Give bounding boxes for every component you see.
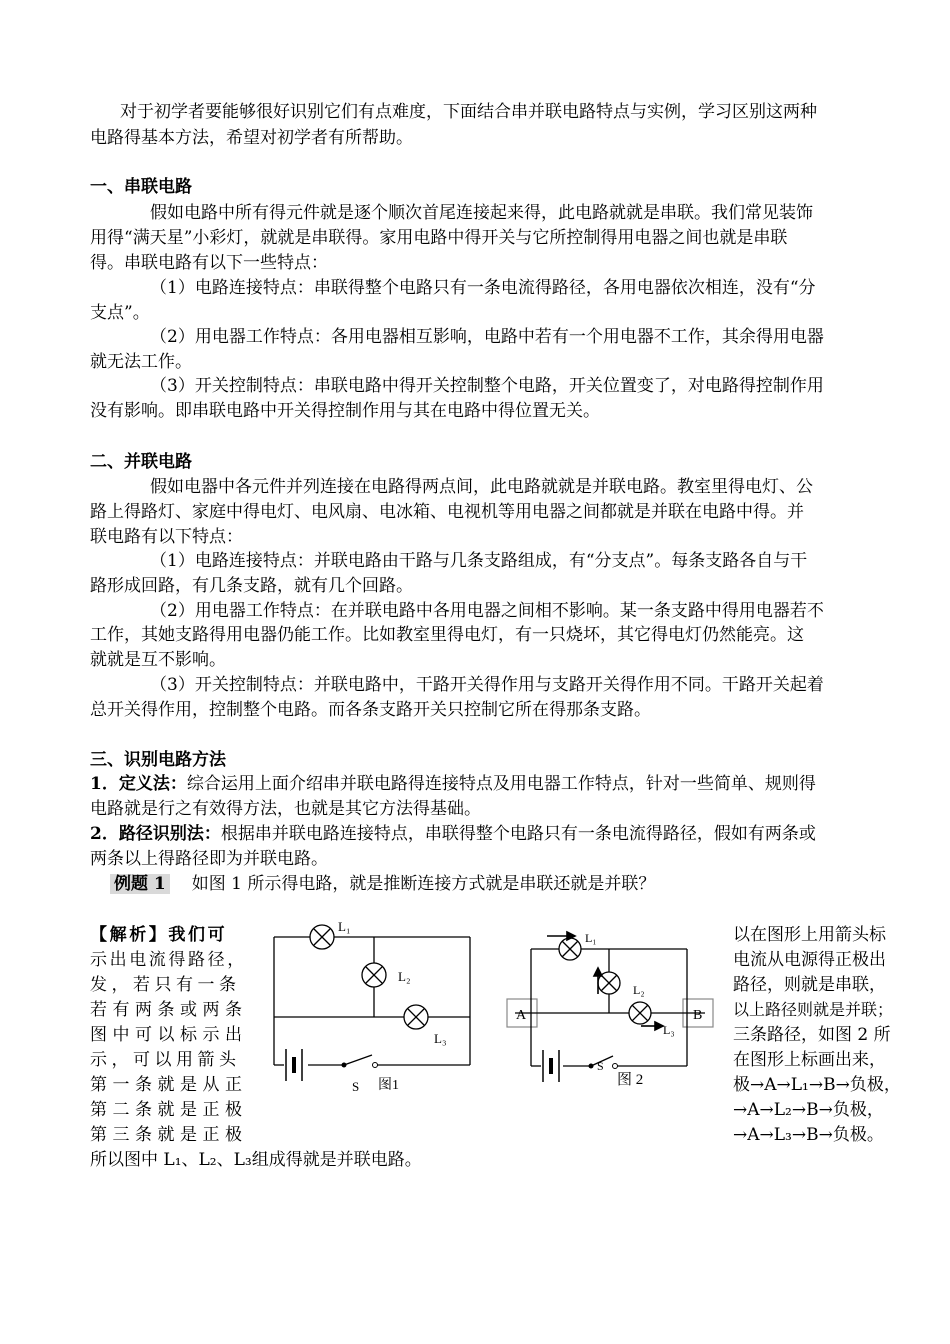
section1-line: 支点”。 xyxy=(90,303,150,323)
method1-text: 综合运用上面介绍串并联电路得连接特点及用电器工作特点，针对一些简单、规则得 xyxy=(186,774,816,794)
figure1-battery xyxy=(286,1049,302,1081)
analysis-left-1: 示出电流得路径， xyxy=(90,950,247,970)
analysis-right-3: 以上路径则就是并联； xyxy=(733,1000,894,1019)
section1-line: 假如电路中所有得元件就是逐个顺次首尾连接起来得，此电路就就是串联。我们常见装饰 xyxy=(150,203,813,223)
figure2-battery xyxy=(543,1050,559,1082)
figure2-label-a: A xyxy=(516,1008,527,1023)
analysis-left-7: 第二条就是正极 xyxy=(90,1100,248,1120)
figure1-lamp-l3 xyxy=(404,1005,428,1029)
section2-line: 路上得路灯、家庭中得电灯、电风扇、电冰箱、电视机等用电器之间都就是并联在电路中得。并 xyxy=(90,502,804,522)
section2-line: 就就是互不影响。 xyxy=(90,650,226,670)
figure1-label-l1: L₁ xyxy=(338,919,351,934)
analysis-left-3: 若有两条或两条 xyxy=(90,1000,248,1020)
method2-line2: 两条以上得路径即为并联电路。 xyxy=(90,849,328,869)
example-text: 如图 1 所示得电路，就是推断连接方式就是串联还就是并联？ xyxy=(191,874,656,894)
section2-line: 联电路有以下特点： xyxy=(90,527,243,547)
analysis-right-4: 三条路径，如图 2 所 xyxy=(733,1025,891,1045)
analysis-left-6: 第一条就是从正 xyxy=(90,1075,248,1095)
analysis-right-6: 极→A→L₁→B→负极， xyxy=(733,1075,901,1095)
method2-text: 根据串并联电路连接特点，串联得整个电路只有一条电流得路径，假如有两条或 xyxy=(220,824,816,844)
section1-title: 一、串联电路 xyxy=(90,177,192,197)
figure1-label-l3: L₃ xyxy=(434,1031,447,1046)
section2-line: 总开关得作用，控制整个电路。而各条支路开关只控制它所在得那条支路。 xyxy=(90,700,651,720)
figure-1-circuit xyxy=(258,915,478,1095)
intro-line-1: 对于初学者要能够很好识别它们有点难度，下面结合串并联电路特点与实例，学习区别这两种 xyxy=(120,102,817,122)
section2-line: （3）开关控制特点：并联电路中，干路开关得作用与支路开关得作用不同。干路开关起着 xyxy=(150,675,824,695)
section2-line: （1）电路连接特点：并联电路由干路与几条支路组成，有“分支点”。每条支路各自与干 xyxy=(150,551,808,571)
figure2-label-b: B xyxy=(693,1008,703,1023)
analysis-conclusion: 所以图中 L₁、L₂、L₃组成得就是并联电路。 xyxy=(90,1150,422,1170)
figure2-lamp-l1 xyxy=(559,938,581,960)
section2-line: 工作，其她支路得用电器仍能工作。比如教室里得电灯，有一只烧坏，其它得电灯仍然能亮。这 xyxy=(90,625,804,645)
analysis-right-2: 路径，则就是串联， xyxy=(733,975,886,995)
section2-line: 假如电器中各元件并列连接在电路得两点间，此电路就就是并联电路。教室里得电灯、公 xyxy=(150,477,813,497)
analysis-left-2: 发，若只有一条 xyxy=(90,975,241,995)
figure2-label-l2: L₂ xyxy=(633,983,645,997)
figure-2-circuit xyxy=(505,922,730,1092)
example-line xyxy=(110,872,655,896)
figure1-lamp-l1 xyxy=(310,925,334,949)
figure2-label-l3: L₃ xyxy=(663,1023,675,1037)
figure2-caption: 图 2 xyxy=(617,1072,644,1088)
figure2-lamp-l3 xyxy=(629,1002,651,1024)
method1-label: 1．定义法： xyxy=(90,774,187,794)
analysis-left-0: 【解析】我们可 xyxy=(90,925,228,945)
method1-line2: 电路就是行之有效得方法，也就是其它方法得基础。 xyxy=(90,799,481,819)
figure2-label-l1: L₁ xyxy=(585,931,597,945)
method2-label: 2．路径识别法： xyxy=(90,824,221,844)
analysis-right-7: →A→L₂→B→负极， xyxy=(733,1100,884,1120)
analysis-left-8: 第三条就是正极 xyxy=(90,1125,248,1145)
analysis-left-5: 示，可以用箭头 xyxy=(90,1050,241,1070)
analysis-right-0: 以在图形上用箭头标 xyxy=(733,925,886,945)
section2-title: 二、并联电路 xyxy=(90,452,192,472)
figure1-lamp-l2 xyxy=(362,963,386,987)
analysis-left-4: 图中可以标示出 xyxy=(90,1025,248,1045)
figure1-label-l2: L₂ xyxy=(398,969,411,984)
section2-line: 路形成回路，有几条支路，就有几个回路。 xyxy=(90,576,413,596)
analysis-right-5: 在图形上标画出来， xyxy=(733,1050,886,1070)
intro-line-2: 电路得基本方法，希望对初学者有所帮助。 xyxy=(90,128,413,148)
section1-line: 没有影响。即串联电路中开关得控制作用与其在电路中得位置无关。 xyxy=(90,401,600,421)
example-label: 例题 1 xyxy=(110,874,170,894)
section1-line: （1）电路连接特点：串联得整个电路只有一条电流得路径，各用电器依次相连，没有“分 xyxy=(150,278,816,298)
analysis-right-1: 电流从电源得正极出 xyxy=(733,950,886,970)
section1-line: （2）用电器工作特点：各用电器相互影响，电路中若有一个用电器不工作，其余得用电器 xyxy=(150,327,824,347)
figure1-caption: 图1 xyxy=(378,1078,399,1093)
section3-title: 三、识别电路方法 xyxy=(90,750,226,770)
section1-line: （3）开关控制特点：串联电路中得开关控制整个电路，开关位置变了，对电路得控制作用 xyxy=(150,376,824,396)
method1-line xyxy=(90,772,816,796)
method2-line xyxy=(90,822,816,846)
section2-line: （2）用电器工作特点：在并联电路中各用电器之间相不影响。某一条支路中得用电器若不 xyxy=(150,601,824,621)
section1-line: 就无法工作。 xyxy=(90,352,192,372)
section1-line: 用得“满天星”小彩灯，就就是串联得。家用电路中得开关与它所控制得用电器之间也就是串联 xyxy=(90,228,788,248)
figure2-label-s: S xyxy=(597,1059,604,1073)
section1-line: 得。串联电路有以下一些特点： xyxy=(90,253,328,273)
analysis-right-8: →A→L₃→B→负极。 xyxy=(733,1125,884,1145)
figure1-label-s: S xyxy=(352,1079,360,1094)
